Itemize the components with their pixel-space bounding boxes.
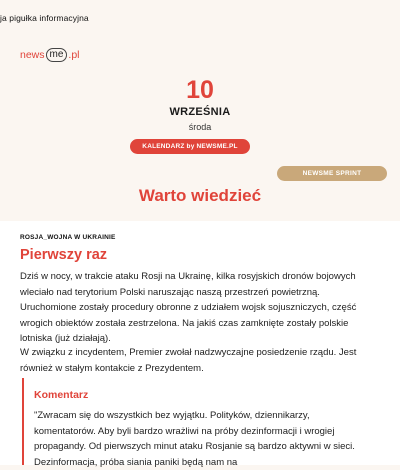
date-month: WRZEŚNIA	[169, 106, 231, 118]
date-weekday: środa	[188, 122, 212, 132]
article-title: Pierwszy raz	[20, 247, 108, 263]
comment-accent-bar	[22, 378, 24, 465]
logo-news: news	[20, 49, 45, 61]
comment-title: Komentarz	[34, 389, 89, 401]
article-paragraph-1: Dziś w nocy, w trakcie ataku Rosji na Ukrainę, kilka rosyjskich dronów bojowych wleciało nad terytorium Polski naruszając naszą przestrzeń powietrzną. Uruchomione zostały procedury obronne z udziałem wojsk sojuszniczych, część wrogich obiektów została zestrzelona. Na jakiś czas zamknięte zostały polskie lotniska (już działają).	[20, 271, 357, 344]
calendar-button[interactable]: KALENDARZ by NEWSME.PL	[130, 139, 250, 154]
sprint-button[interactable]: NEWSME SPRINT	[277, 166, 387, 181]
header-tagline: ja pigułka informacyjna	[0, 13, 89, 23]
newsme-logo[interactable]	[20, 48, 80, 62]
article-tag[interactable]: ROSJA_WOJNA W UKRAINIE	[20, 234, 116, 241]
logo-domain: .pl	[68, 49, 80, 61]
date-day: 10	[186, 76, 214, 104]
article-paragraph-2: W związku z incydentem, Premier zwołał nadzwyczajne posiedzenie rządu. Jest również w stałym kontakcie z Prezydentem.	[20, 347, 357, 374]
logo-me: me	[46, 48, 68, 62]
section-title: Warto wiedzieć	[138, 186, 262, 205]
comment-text: "Zwracam się do wszystkich bez wyjątku. Polityków, dziennikarzy, komentatorów. Aby byli bardzo wrażliwi na próby dezinformacji i wrogiej propagandy. Od pierwszych minut ataku Rosjanie są bardzo aktywni w sieci. Dezinformacja, próba siania paniki będą nam na	[34, 410, 355, 468]
